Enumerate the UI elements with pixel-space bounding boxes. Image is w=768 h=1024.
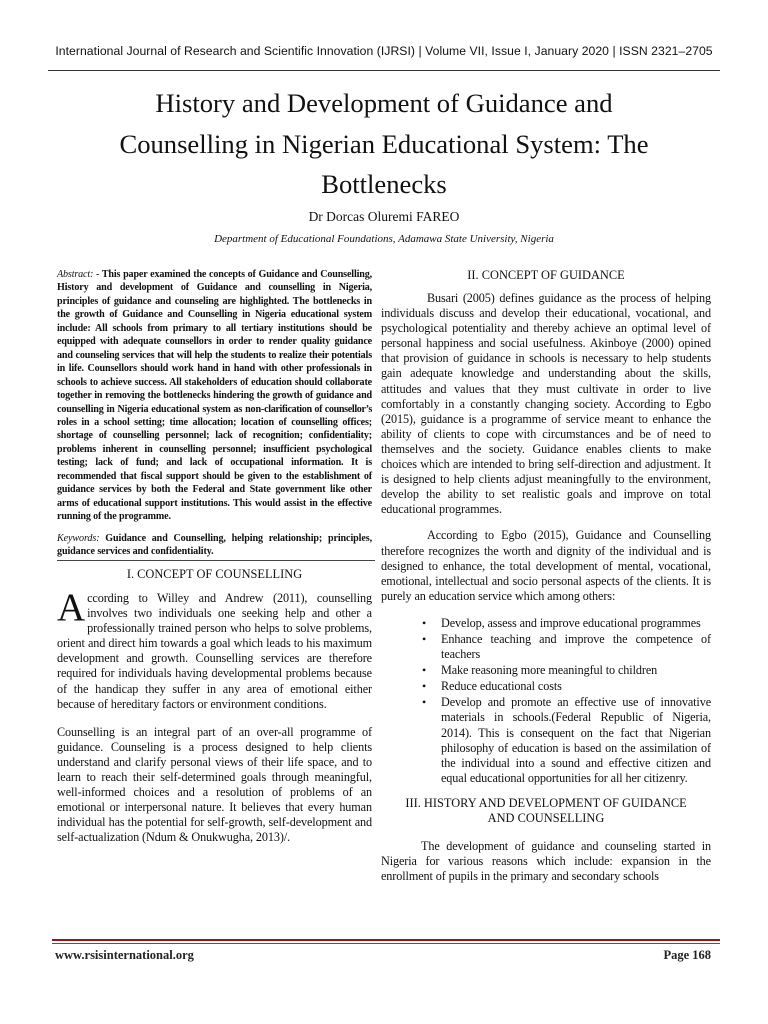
list-item <box>381 679 711 694</box>
abstract-text: clarification of counsellor’s <box>264 403 372 415</box>
paragraph: The development of guidance and counseling started in Nigeria for various reasons which include: expansion in the enrollment of pupils in the primary and secondary schools <box>381 838 711 884</box>
section-heading-line: AND COUNSELLING <box>487 810 605 825</box>
list-item <box>381 616 711 631</box>
keywords-label: Keywords: <box>57 532 100 544</box>
section-heading: I. CONCEPT OF COUNSELLING <box>126 567 303 582</box>
author-name: Dr Dorcas Oluremi FAREO <box>308 209 460 224</box>
abstract-text: roles in a school setting; time allocation; location of counselling offices; shortage of counselling personnel; lack of recognition; confidentiality; problems inherent in counselling personnel; insufficient psychological testing; lack of fund; and lack of occupational information. It is recommended that fiscal support should be given to the establishment of guidance services by both the Federal and State government like other arms of educational support institutions. This would assist in the effective running of the programme. <box>57 416 372 523</box>
footer-rule <box>52 943 720 944</box>
list-item-text: Make reasoning more meaningful to children <box>441 663 658 678</box>
paragraph: According to Egbo (2015), Guidance and Counselling therefore recognizes the worth and dignity of the individual and is designed to enhance, the total development of mental, vocational, emotional, intellectual and socio personal aspects of the clients. It is purely an education service which among others: <box>381 528 711 603</box>
paragraph: Busari (2005) defines guidance as the process of helping individuals discuss and develop their educational, vocational, and psychological potentiality and thereby achieve an optimal level of personal happiness and social usefulness. Akinboye (2000) opined that provision of guidance in schools is necessary to help students gain adequate knowledge and understanding about the skills, attitudes and values that they must cultivate in order to live comfortably in a constantly changing society. According to Egbo (2015), guidance is a programme of service meant to enhance the ability of clients to cope with circumstances and be of need to themselves and the society. Guidance enables clients to make choices which are intended to bring self-direction and adjustment. It is designed to help clients adjust meaningfully to the environment, develop the ability to set realistic goals and improve on total educational programmes. <box>381 291 711 517</box>
journal-header: International Journal of Research and Scientific Innovation (IJRSI) | Volume VII, Issue I, January 2020 | ISSN 2321–2705 <box>55 44 713 58</box>
list-item-text: Reduce educational costs <box>441 679 562 694</box>
list-item-text: Develop, assess and improve educational programmes <box>441 615 701 630</box>
bullet-icon: • <box>422 679 427 694</box>
bullet-icon: • <box>422 631 427 646</box>
title-line: Counselling in Nigerian Educational System: The <box>119 128 649 159</box>
bullet-icon: • <box>422 663 427 678</box>
section-heading-line: III. HISTORY AND DEVELOPMENT OF GUIDANCE <box>405 795 687 810</box>
header-rule <box>48 70 720 71</box>
keywords-text: Guidance and Counselling, helping relationship; principles, guidance services and confidentiality. <box>57 532 372 557</box>
abstract <box>57 268 372 524</box>
left-column <box>57 268 372 846</box>
list-item <box>381 695 711 786</box>
abstract-label: Abstract: - <box>57 269 100 280</box>
footer-url: www.rsisinternational.org <box>55 948 194 962</box>
footer-rule <box>52 939 720 941</box>
abstract-text: This paper examined the concepts of Guidance and Counselling, History and development of Guidance and counselling in Nigeria, principles of guidance and counseling are highlighted. The bottlenecks in the growth of Guidance and Counselling in Nigeria educational system include: All schools from primary to all tertiary institutions should be equipped with adequate counsellors in order to render quality guidance and counseling services that will help the students to realize their potentials in life. Counsellors should work hand in hand with other professionals in schools to achieve success. All stakeholders of education should collaborate together in removing the bottlenecks hindering the growth of guidance and counselling in Nigeria educational system as non- <box>57 269 372 415</box>
list-item-text: Enhance teaching and improve the competence of teachers <box>441 631 711 662</box>
list-item <box>381 663 711 678</box>
paragraph: Counselling is an integral part of an over-all programme of guidance. Counseling is a process designed to help clients understand and clarify personal views of their life space, and to learn to reach their self-determined goals through meaningful, well-informed choices and a resolution of problems of an emotional or interpersonal nature. It believes that every human individual has the potential for self-growth, self-development and self-actualization (Ndum & Onukwugha, 2013)/. <box>57 724 372 845</box>
title-line: History and Development of Guidance and <box>155 88 613 118</box>
drop-cap: A <box>57 586 86 630</box>
page-number: Page 168 <box>663 948 711 962</box>
section-heading <box>381 796 711 826</box>
bullet-icon: • <box>422 615 427 630</box>
paragraph <box>57 586 372 712</box>
keywords-rule <box>57 560 375 561</box>
author-affiliation: Department of Educational Foundations, Adamawa State University, Nigeria <box>214 233 554 245</box>
list-item <box>381 632 711 662</box>
right-column <box>381 268 711 884</box>
section-heading: II. CONCEPT OF GUIDANCE <box>467 268 625 282</box>
bullet-list <box>381 616 711 786</box>
list-item-text: Develop and promote an effective use of innovative materials in schools.(Federal Republic of Nigeria, 2014). This is consequent on the fact that Nigerian philosophy of education is based on the assimilation of the individual into a sound and effective citizen and equal educational opportunities for all her citizenry. <box>441 695 711 785</box>
paragraph-text: ccording to Willey and Andrew (2011), counselling involves two individuals one seeking help and other a professionally trained person who helps to solve problems, orient and direct him towards a goal which leads to his maximum development and growth. Counselling services are therefore required for individuals having developmental problems because of the handicap they suffer in any area of emotional either because of hereditary factors or environment conditions. <box>57 591 372 711</box>
paper-title <box>40 83 728 205</box>
keywords <box>57 532 372 558</box>
title-line: Bottlenecks <box>321 169 447 199</box>
bullet-icon: • <box>422 695 427 710</box>
